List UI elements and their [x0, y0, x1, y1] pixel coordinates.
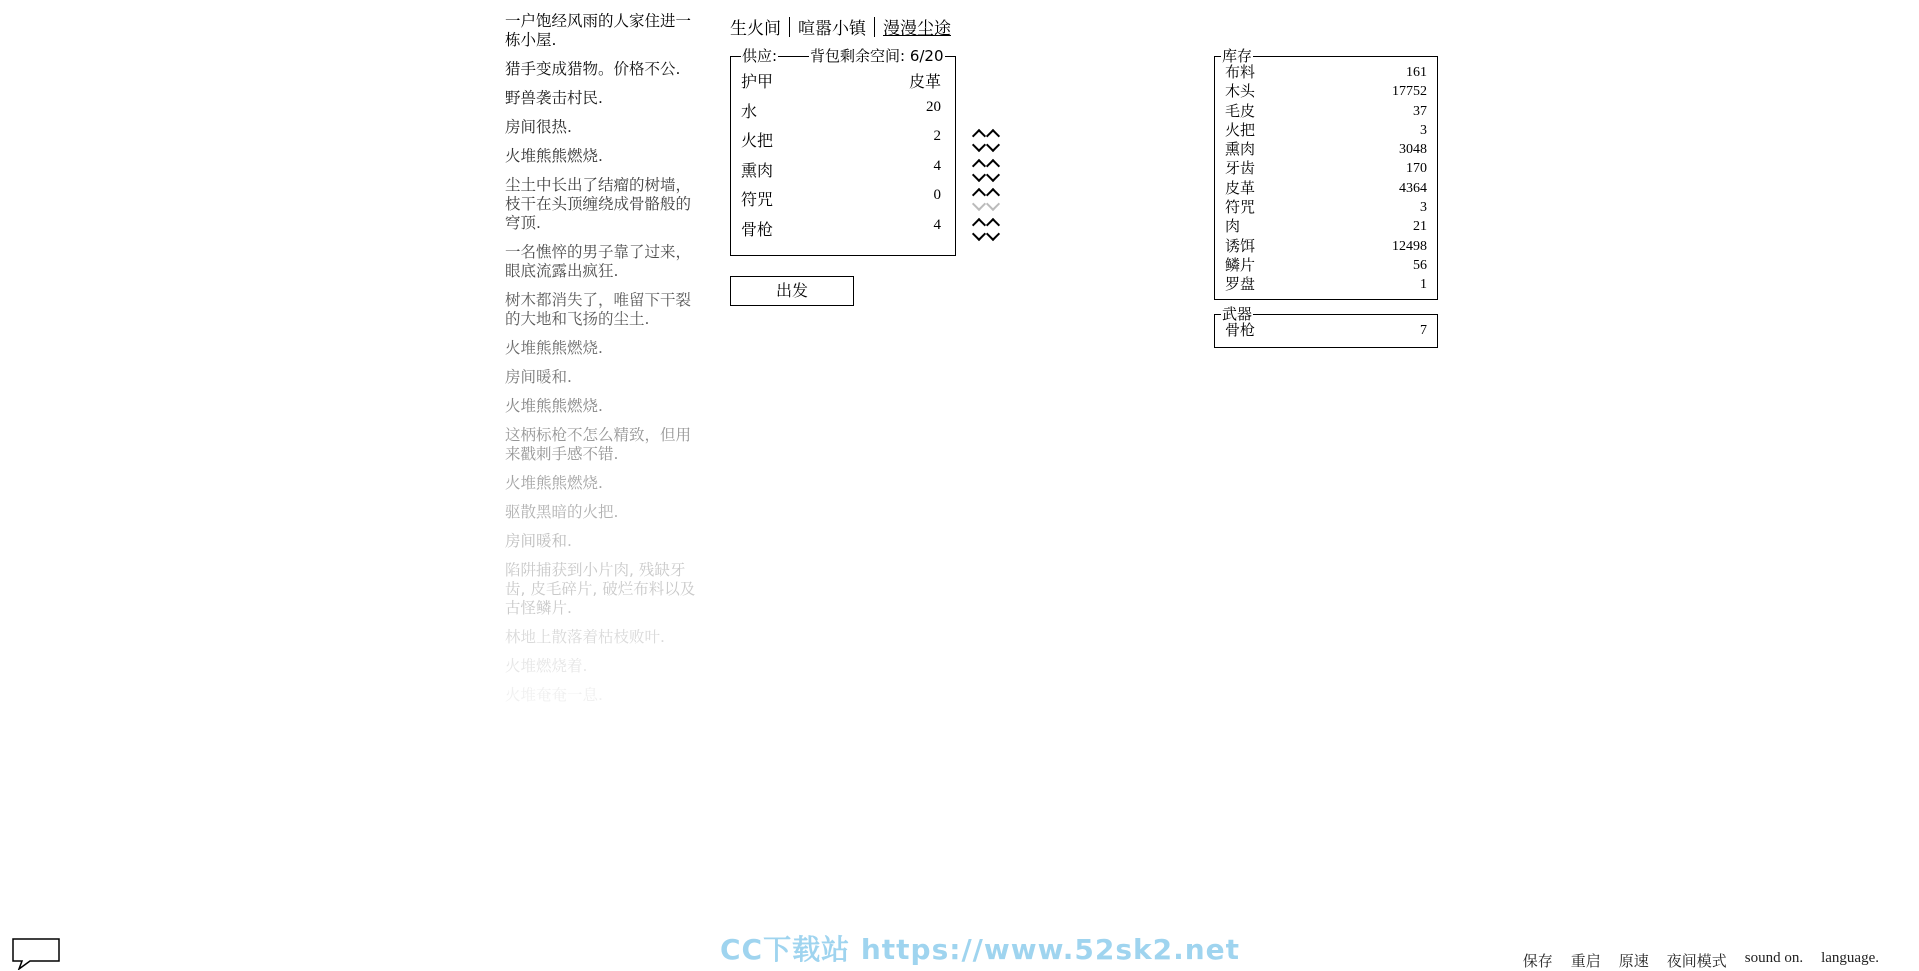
log-entry: 房间暖和.	[505, 532, 572, 550]
store-row	[1225, 237, 1427, 256]
tab-village[interactable]: 喧嚣小镇	[798, 19, 866, 39]
log-entry: 房间很热.	[505, 118, 572, 136]
log-entry: 野兽袭击村民.	[505, 89, 603, 107]
store-item-name: 火把	[1225, 120, 1256, 139]
supply-value: 皮革	[908, 72, 941, 91]
bag-space: 背包剩余空间: 6/20	[810, 47, 944, 65]
store-item-count: 12498	[1392, 238, 1427, 254]
store-item-name: 鳞片	[1225, 255, 1256, 274]
store-row	[1225, 159, 1427, 178]
store-item-name: 肉	[1225, 217, 1241, 236]
store-row	[1225, 82, 1427, 101]
footer-menu	[1523, 950, 1879, 971]
log-entry: 猎手变成猎物。价格不公.	[505, 60, 681, 78]
store-row	[1225, 140, 1427, 159]
store-item-name: 骨枪	[1225, 321, 1256, 339]
increase-decrease-icon[interactable]	[973, 129, 985, 147]
store-item-count: 170	[1406, 161, 1427, 177]
store-row	[1225, 217, 1427, 236]
store-item-count: 56	[1413, 257, 1427, 273]
supply-value: 4	[933, 217, 941, 233]
store-item-count: 1	[1420, 277, 1427, 293]
supply-name: 水	[741, 102, 758, 121]
quantity-stepper	[973, 218, 999, 236]
supply-row-water	[741, 97, 941, 121]
store-item-name: 罗盘	[1225, 275, 1256, 294]
supply-row-torch	[741, 126, 941, 150]
watermark: CC下载站 https://www.52sk2.net	[720, 933, 1241, 966]
store-row	[1225, 198, 1427, 217]
tab-path[interactable]: 漫漫尘途	[883, 19, 951, 39]
supply-row-bone-spear	[741, 215, 941, 239]
night-mode-link[interactable]: 夜间模式	[1666, 952, 1727, 970]
store-item-name: 牙齿	[1225, 159, 1256, 178]
supply-name: 符咒	[741, 190, 774, 209]
supply-name: 护甲	[741, 72, 774, 91]
log-entry: 火堆熊熊燃烧.	[505, 339, 603, 357]
store-row	[1225, 321, 1427, 340]
supplies-panel	[730, 47, 956, 256]
log-entry: 火堆燃烧着.	[505, 657, 588, 675]
supply-name: 骨枪	[741, 220, 774, 239]
speech-bubble-icon[interactable]	[12, 938, 60, 970]
restart-link[interactable]: 重启	[1570, 952, 1601, 970]
store-item-count: 4364	[1399, 180, 1427, 196]
store-row	[1225, 102, 1427, 121]
supply-name: 熏肉	[741, 161, 774, 180]
log-entry: 林地上散落着枯枝败叶.	[505, 628, 665, 646]
tab-room[interactable]: 生火间	[730, 19, 781, 39]
supply-name: 火把	[741, 131, 774, 150]
store-row	[1225, 121, 1427, 140]
event-log	[505, 12, 705, 715]
log-entry: 一户饱经风雨的人家住进一栋小屋.	[505, 12, 692, 49]
stores-list	[1225, 63, 1427, 295]
supply-value: 2	[933, 128, 941, 144]
store-item-name: 布料	[1225, 63, 1256, 81]
log-entry: 房间暖和.	[505, 368, 572, 386]
sound-link[interactable]: sound on.	[1744, 950, 1804, 966]
store-item-count: 37	[1413, 103, 1427, 119]
quantity-stepper	[973, 129, 999, 147]
increase-decrease-10-icon[interactable]	[987, 159, 999, 177]
log-entry: 这柄标枪不怎么精致，但用来戳刺手感不错.	[505, 426, 692, 463]
increase-decrease-icon[interactable]	[973, 218, 985, 236]
store-item-name: 诱饵	[1225, 236, 1256, 255]
store-item-count: 7	[1420, 323, 1427, 338]
store-row	[1225, 275, 1427, 294]
store-item-count: 3	[1420, 122, 1427, 138]
store-row	[1225, 63, 1427, 82]
supply-value: 0	[933, 187, 941, 203]
weapons-legend: 武器	[1222, 305, 1253, 323]
log-entry: 驱散黑暗的火把.	[505, 503, 619, 521]
store-item-count: 21	[1413, 219, 1427, 235]
store-item-name: 符咒	[1225, 198, 1256, 217]
supply-value: 4	[933, 158, 941, 174]
supplies-legend: 供应:	[742, 47, 778, 65]
store-item-name: 熏肉	[1225, 140, 1256, 159]
store-row	[1225, 179, 1427, 198]
increase-decrease-10-icon[interactable]	[987, 129, 999, 147]
store-item-name: 皮革	[1225, 178, 1256, 197]
supply-row-charm	[741, 185, 941, 209]
store-item-name: 毛皮	[1225, 101, 1256, 120]
weapons-panel	[1214, 305, 1438, 348]
store-item-count: 3	[1420, 200, 1427, 216]
quantity-stepper	[973, 188, 999, 206]
store-item-count: 17752	[1392, 84, 1427, 100]
increase-decrease-10-icon[interactable]	[987, 188, 999, 206]
log-entry: 火堆熊熊燃烧.	[505, 474, 603, 492]
increase-decrease-icon[interactable]	[973, 159, 985, 177]
supply-row-armor	[741, 67, 941, 91]
embark-button[interactable]: 出发	[730, 276, 854, 306]
supply-row-cured-meat	[741, 156, 941, 180]
log-entry: 火堆熊熊燃烧.	[505, 397, 603, 415]
log-entry: 陷阱捕获到小片肉, 残缺牙齿, 皮毛碎片, 破烂布料以及古怪鳞片.	[505, 561, 696, 617]
supply-value: 20	[926, 99, 941, 115]
store-row	[1225, 256, 1427, 275]
speed-link[interactable]: 原速	[1618, 952, 1649, 970]
stores-legend: 库存	[1222, 47, 1253, 65]
store-item-name: 木头	[1225, 82, 1256, 101]
log-entry: 火堆熊熊燃烧.	[505, 147, 603, 165]
increase-decrease-icon[interactable]	[973, 188, 985, 206]
log-entry: 尘土中长出了结瘤的树墙，枝干在头顶缠绕成骨骼般的穹顶.	[505, 176, 692, 232]
language-link[interactable]: language.	[1821, 950, 1879, 966]
location-header	[730, 14, 959, 39]
save-link[interactable]: 保存	[1522, 952, 1553, 970]
increase-decrease-10-icon[interactable]	[987, 218, 999, 236]
store-item-count: 161	[1406, 65, 1427, 80]
log-entry: 树木都消失了，唯留下干裂的大地和飞扬的尘土.	[505, 291, 692, 328]
stores-panel	[1214, 47, 1438, 300]
quantity-stepper	[973, 159, 999, 177]
weapons-list	[1225, 321, 1427, 340]
log-entry: 一名憔悴的男子靠了过来，眼底流露出疯狂.	[505, 243, 692, 280]
log-entry: 火堆奄奄一息.	[505, 686, 603, 704]
store-item-count: 3048	[1399, 142, 1427, 158]
